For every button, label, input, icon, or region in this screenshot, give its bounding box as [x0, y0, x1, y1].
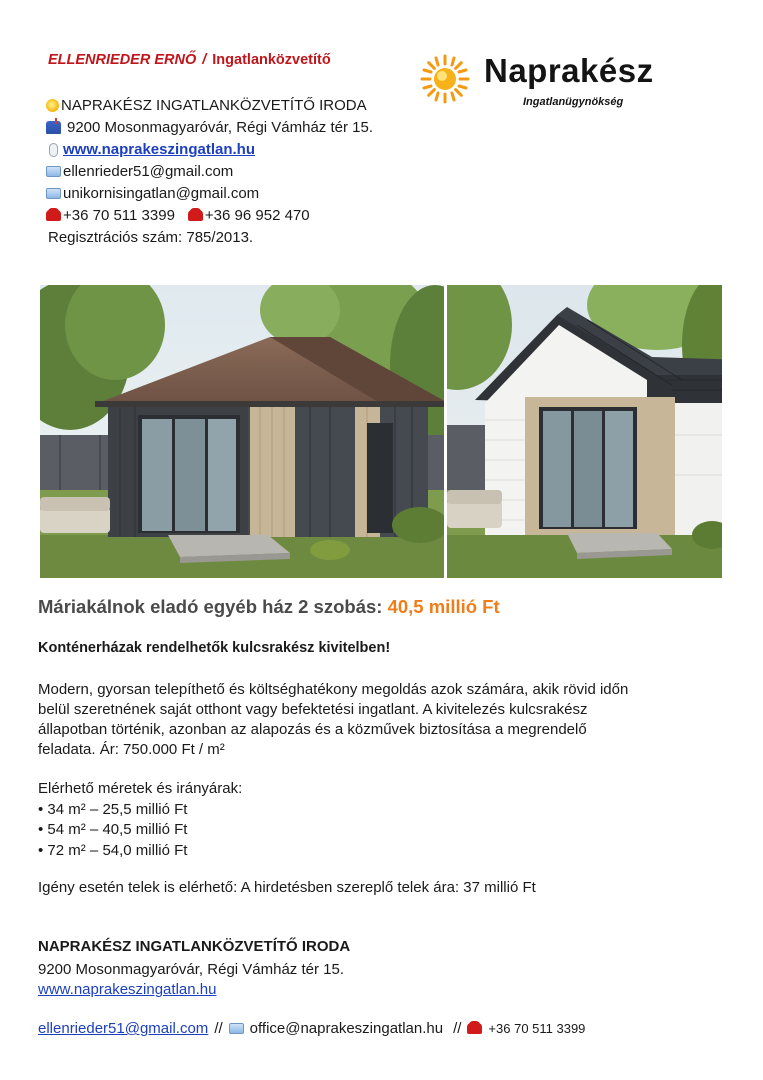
office-name: NAPRAKÉSZ INGATLANKÖZVETÍTŐ IRODA: [61, 97, 367, 114]
footer-separator: //: [453, 1020, 462, 1037]
description-line: feladata. Ár: 750.000 Ft / m²: [38, 741, 225, 758]
telephone-icon: [467, 1023, 482, 1034]
sizes-title: Elérhető méretek és irányárak:: [38, 780, 243, 797]
footer-website-link[interactable]: www.naprakeszingatlan.hu: [38, 981, 217, 998]
registration-row: [48, 229, 253, 246]
website-link[interactable]: www.naprakeszingatlan.hu: [63, 141, 255, 158]
website-row: [46, 141, 255, 158]
mail-icon: [46, 188, 61, 199]
office-address: 9200 Mosonmagyaróvár, Régi Vámház tér 15.: [67, 119, 373, 136]
logo-brand: Naprakész: [484, 52, 654, 89]
company-logo: [420, 52, 720, 114]
sun-logo-icon: [420, 54, 470, 104]
size-item: • 72 m² – 54,0 millió Ft: [38, 842, 188, 860]
agent-name: ELLENRIEDER ERNŐ: [48, 52, 197, 68]
description-line: állapotban történik, azonban az alapozás és a közművek biztosítása a megrendelő: [38, 721, 587, 738]
footer-email-2[interactable]: office@naprakeszingatlan.hu: [249, 1020, 444, 1037]
office-name-row: [46, 97, 367, 114]
listing-subhead: Konténerházak rendelhetők kulcsrakész kivitelben!: [38, 640, 391, 656]
sun-icon: [46, 99, 59, 112]
logo-tagline: Ingatlanügynökség: [523, 96, 624, 108]
telephone-icon: [46, 210, 61, 221]
listing-headline: [38, 596, 500, 618]
mail-icon: [46, 166, 61, 177]
phone-1[interactable]: +36 70 511 3399: [63, 207, 175, 224]
sizes-list: [38, 779, 242, 862]
registration-number: Regisztrációs szám: 785/2013.: [48, 229, 254, 246]
phone-row: [46, 207, 310, 224]
email-row-1: [46, 163, 233, 180]
address-row: [46, 119, 373, 136]
mailbox-icon: [46, 121, 61, 134]
description-line: belül szeretnének saját otthont vagy befektetési ingatlant. A kivitelezés kulcsrakész: [38, 701, 588, 718]
email-1[interactable]: ellenrieder51@gmail.com: [63, 163, 234, 180]
agent-line: [48, 52, 331, 68]
agent-separator: /: [202, 52, 207, 68]
mouse-icon: [49, 143, 58, 157]
mail-icon: [229, 1023, 244, 1034]
email-row-2: [46, 185, 259, 202]
phone-2[interactable]: +36 96 952 470: [204, 207, 310, 224]
footer-address: 9200 Mosonmagyaróvár, Régi Vámház tér 15.: [38, 961, 344, 978]
footer-email-1[interactable]: ellenrieder51@gmail.com: [38, 1020, 209, 1037]
footer-office-name: NAPRAKÉSZ INGATLANKÖZVETÍTŐ IRODA: [38, 938, 351, 955]
listing-price: 40,5 millió Ft: [387, 596, 500, 617]
house-photo-1: [40, 285, 444, 578]
plot-note: Igény esetén telek is elérhető: A hirdetésben szereplő telek ára: 37 millió Ft: [38, 879, 536, 896]
footer-phone[interactable]: +36 70 511 3399: [488, 1021, 586, 1036]
agent-role: Ingatlanközvetítő: [212, 52, 331, 68]
size-item: • 34 m² – 25,5 millió Ft: [38, 800, 188, 818]
email-2[interactable]: unikornisingatlan@gmail.com: [63, 185, 260, 202]
footer-contacts: [38, 1020, 585, 1037]
footer-separator: //: [214, 1020, 223, 1037]
listing-title: Máriakálnok eladó egyéb ház 2 szobás:: [38, 596, 383, 617]
house-photo-2: [447, 285, 722, 578]
telephone-icon: [188, 210, 203, 221]
listing-description: [38, 680, 718, 760]
size-item: • 54 m² – 40,5 millió Ft: [38, 821, 188, 839]
description-line: Modern, gyorsan telepíthető és költséghatékony megoldás azok számára, akik rövid időn: [38, 681, 629, 698]
